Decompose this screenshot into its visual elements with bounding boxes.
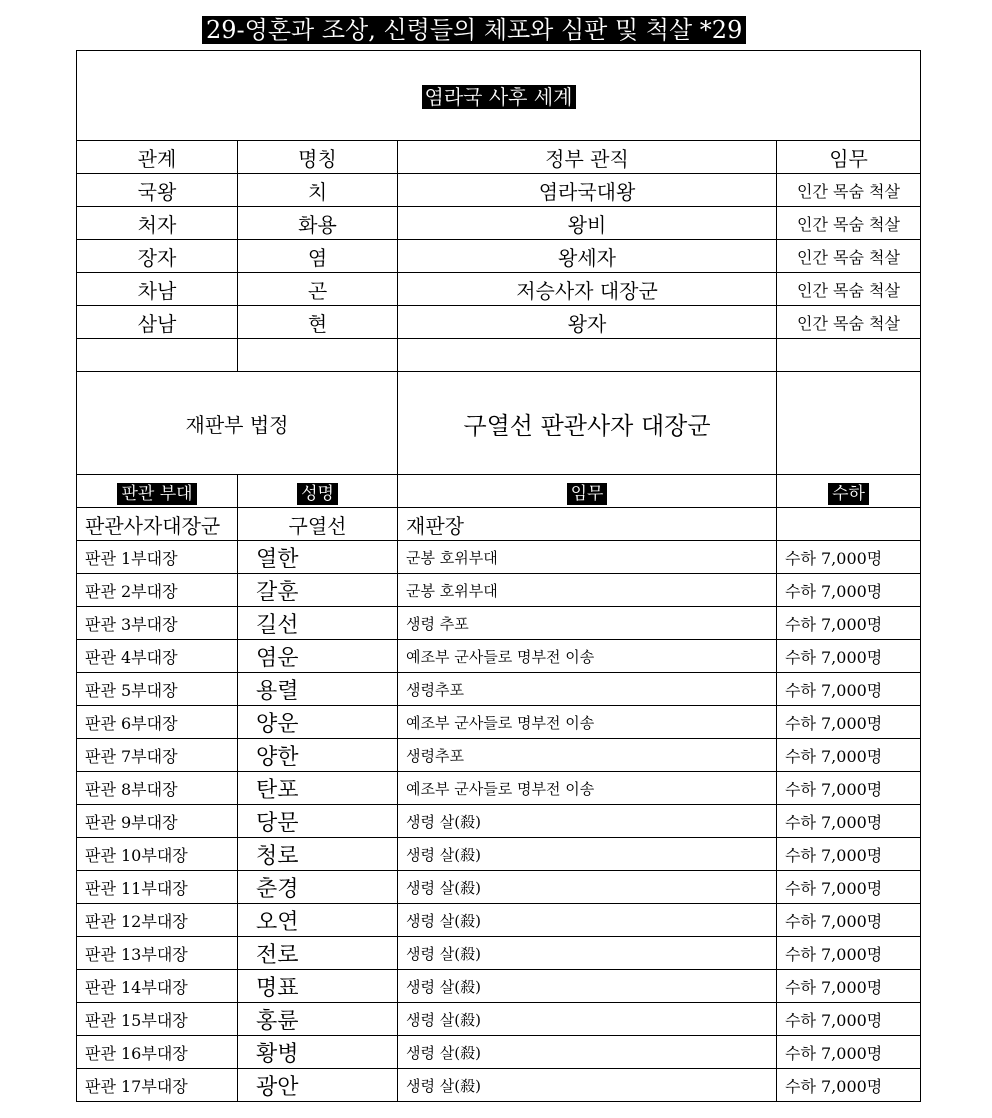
unit-duty: 군봉 호위부대 [398,541,777,574]
unit-row [77,904,921,937]
unit-duty: 생령추포 [398,673,777,706]
unit-header-duty: 임무 [567,483,608,505]
family-relation: 삼남 [77,306,238,339]
unit-troops: 수하 7,000명 [777,706,921,739]
unit-duty: 생령 살(殺) [398,970,777,1003]
family-row [77,273,921,306]
unit-duty: 예조부 군사들로 명부전 이송 [398,640,777,673]
unit-commander-name: 용렬 [238,673,398,706]
unit-row [77,871,921,904]
general-row [77,508,921,541]
unit-header-unit: 판관 부대 [117,483,196,505]
unit-troops: 수하 7,000명 [777,640,921,673]
unit-duty: 군봉 호위부대 [398,574,777,607]
family-relation: 처자 [77,207,238,240]
unit-label: 판관 13부대장 [77,937,238,970]
unit-troops: 수하 7,000명 [777,1003,921,1036]
unit-troops: 수하 7,000명 [777,838,921,871]
world-heading-row [77,51,921,141]
unit-commander-name: 오연 [238,904,398,937]
family-header-row [77,141,921,174]
family-office: 저승사자 대장군 [398,273,777,306]
empty-cell [398,339,777,372]
unit-duty: 생령 살(殺) [398,871,777,904]
unit-duty: 생령 살(殺) [398,838,777,871]
empty-cell [238,339,398,372]
family-row [77,240,921,273]
unit-row [77,1036,921,1069]
unit-row [77,673,921,706]
unit-troops: 수하 7,000명 [777,1069,921,1102]
unit-header-troops: 수하 [828,483,869,505]
family-row [77,174,921,207]
unit-troops: 수하 7,000명 [777,970,921,1003]
unit-duty: 생령추포 [398,739,777,772]
unit-header-row [77,475,921,508]
unit-label: 판관 10부대장 [77,838,238,871]
unit-label: 판관 1부대장 [77,541,238,574]
header-duty: 임무 [777,141,921,174]
general-empty-cell [777,508,921,541]
unit-header-name: 성명 [297,483,338,505]
unit-commander-name: 열한 [238,541,398,574]
unit-header-troops-cell [777,475,921,508]
empty-cell [77,339,238,372]
unit-row [77,970,921,1003]
unit-duty: 생령 살(殺) [398,1069,777,1102]
unit-header-name-cell [238,475,398,508]
family-office: 왕비 [398,207,777,240]
unit-label: 판관 4부대장 [77,640,238,673]
unit-commander-name: 홍륜 [238,1003,398,1036]
page-title: 29-영혼과 조상, 신령들의 체포와 심판 및 척살 *29 [202,16,746,44]
unit-row [77,706,921,739]
header-relation: 관계 [77,141,238,174]
general-name: 구열선 [238,508,398,541]
unit-row [77,772,921,805]
family-duty: 인간 목숨 척살 [777,240,921,273]
family-office: 왕세자 [398,240,777,273]
unit-row [77,1003,921,1036]
unit-commander-name: 양한 [238,739,398,772]
unit-commander-name: 양운 [238,706,398,739]
unit-commander-name: 염운 [238,640,398,673]
unit-commander-name: 황병 [238,1036,398,1069]
world-heading: 염라국 사후 세계 [422,85,576,109]
unit-row [77,1069,921,1102]
unit-label: 판관 9부대장 [77,805,238,838]
empty-cell [777,339,921,372]
unit-commander-name: 춘경 [238,871,398,904]
unit-label: 판관 3부대장 [77,607,238,640]
unit-troops: 수하 7,000명 [777,871,921,904]
unit-troops: 수하 7,000명 [777,607,921,640]
family-relation: 장자 [77,240,238,273]
family-office: 염라국대왕 [398,174,777,207]
general-duty: 재판장 [398,508,777,541]
unit-label: 판관 8부대장 [77,772,238,805]
unit-row [77,739,921,772]
unit-duty: 생령 추포 [398,607,777,640]
unit-duty: 생령 살(殺) [398,805,777,838]
family-name: 곤 [238,273,398,306]
unit-commander-name: 청로 [238,838,398,871]
unit-commander-name: 명표 [238,970,398,1003]
unit-label: 판관 12부대장 [77,904,238,937]
unit-troops: 수하 7,000명 [777,541,921,574]
unit-header-duty-cell [398,475,777,508]
unit-row [77,574,921,607]
family-name: 염 [238,240,398,273]
empty-row [77,339,921,372]
unit-troops: 수하 7,000명 [777,904,921,937]
unit-commander-name: 길선 [238,607,398,640]
unit-commander-name: 광안 [238,1069,398,1102]
family-row [77,306,921,339]
unit-header-unit-cell [77,475,238,508]
unit-row [77,541,921,574]
unit-commander-name: 당문 [238,805,398,838]
unit-row [77,607,921,640]
unit-duty: 생령 살(殺) [398,1036,777,1069]
unit-troops: 수하 7,000명 [777,772,921,805]
family-name: 치 [238,174,398,207]
unit-label: 판관 5부대장 [77,673,238,706]
unit-label: 판관 11부대장 [77,871,238,904]
court-row [77,372,921,475]
court-title: 재판부 법정 [77,372,398,475]
general-unit: 판관사자대장군 [77,508,238,541]
unit-label: 판관 7부대장 [77,739,238,772]
unit-commander-name: 전로 [238,937,398,970]
family-duty: 인간 목숨 척살 [777,207,921,240]
unit-troops: 수하 7,000명 [777,1036,921,1069]
family-office: 왕자 [398,306,777,339]
family-duty: 인간 목숨 척살 [777,174,921,207]
unit-row [77,838,921,871]
unit-label: 판관 2부대장 [77,574,238,607]
family-relation: 차남 [77,273,238,306]
unit-label: 판관 15부대장 [77,1003,238,1036]
unit-row [77,640,921,673]
unit-duty: 생령 살(殺) [398,937,777,970]
unit-duty: 생령 살(殺) [398,1003,777,1036]
court-general-title: 구열선 판관사자 대장군 [398,372,777,475]
unit-duty: 예조부 군사들로 명부전 이송 [398,772,777,805]
unit-troops: 수하 7,000명 [777,673,921,706]
family-name: 현 [238,306,398,339]
family-name: 화용 [238,207,398,240]
unit-commander-name: 갈훈 [238,574,398,607]
unit-duty: 예조부 군사들로 명부전 이송 [398,706,777,739]
family-relation: 국왕 [77,174,238,207]
unit-commander-name: 탄포 [238,772,398,805]
organization-table [76,50,921,1102]
unit-label: 판관 6부대장 [77,706,238,739]
family-duty: 인간 목숨 척살 [777,306,921,339]
family-duty: 인간 목숨 척살 [777,273,921,306]
unit-troops: 수하 7,000명 [777,574,921,607]
header-name: 명칭 [238,141,398,174]
unit-troops: 수하 7,000명 [777,805,921,838]
unit-label: 판관 14부대장 [77,970,238,1003]
unit-troops: 수하 7,000명 [777,739,921,772]
unit-troops: 수하 7,000명 [777,937,921,970]
court-empty-cell [777,372,921,475]
unit-row [77,805,921,838]
unit-duty: 생령 살(殺) [398,904,777,937]
unit-row [77,937,921,970]
family-row [77,207,921,240]
header-office: 정부 관직 [398,141,777,174]
unit-label: 판관 17부대장 [77,1069,238,1102]
unit-label: 판관 16부대장 [77,1036,238,1069]
